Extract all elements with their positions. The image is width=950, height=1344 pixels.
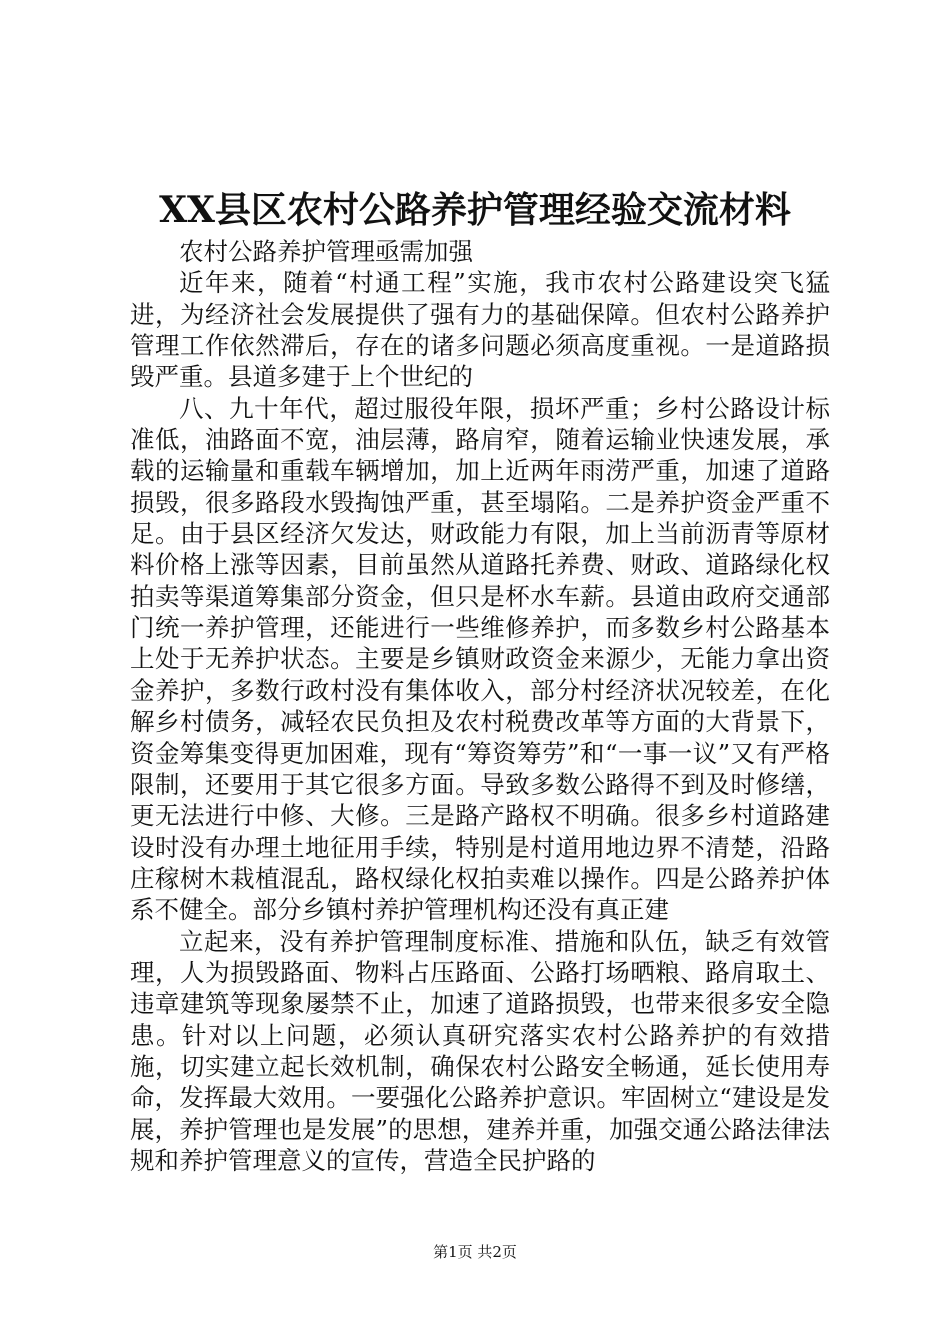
paragraph: 立起来，没有养护管理制度标准、措施和队伍，缺乏有效管理，人为损毁路面、物料占压路面、公路打场晒粮、路肩取土、违章建筑等现象屡禁不止，加速了道路损毁，也带来很多安全隐患。针对以上问题，必须认真研究落实农村公路养护的有效措施，切实建立起长效机制，确保农村公路安全畅通，延长使用寿命，发挥最大效用。一要强化公路养护意识。牢固树立“建设是发展，养护管理也是发展”的思想，建养并重，加强交通公路法律法规和养护管理意义的宣传，营造全民护路的 (130, 926, 830, 1175)
page-number-footer: 第1页 共2页 (433, 1243, 517, 1261)
paragraph: 近年来，随着“村通工程”实施，我市农村公路建设突飞猛进，为经济社会发展提供了强有力的基础保障。但农村公路养护管理工作依然滞后，存在的诸多问题必须高度重视。一是道路损毁严重。县道多建于上个世纪的 (130, 268, 830, 392)
document-body (130, 236, 830, 1176)
paragraph: 八、九十年代，超过服役年限，损坏严重；乡村公路设计标准低，油路面不宽，油层薄，路肩窄，随着运输业快速发展，承载的运输量和重载车辆增加，加上近两年雨涝严重，加速了道路损毁，很多路段水毁掏蚀严重，甚至塌陷。二是养护资金严重不足。由于县区经济欠发达，财政能力有限，加上当前沥青等原材料价格上涨等因素，目前虽然从道路托养费、财政、道路绿化权拍卖等渠道筹集部分资金，但只是杯水车薪。县道由政府交通部门统一养护管理，还能进行一些维修养护，而多数乡村公路基本上处于无养护状态。主要是乡镇财政资金来源少，无能力拿出资金养护，多数行政村没有集体收入，部分村经济状况较差，在化解乡村债务，减轻农民负担及农村税费改革等方面的大背景下，资金筹集变得更加困难，现有“筹资筹劳”和“一事一议”又有严格限制，还要用于其它很多方面。导致多数公路得不到及时修缮，更无法进行中修、大修。三是路产路权不明确。很多乡村道路建设时没有办理土地征用手续，特别是村道用地边界不清楚，沿路庄稼树木栽植混乱，路权绿化权拍卖难以操作。四是公路养护体系不健全。部分乡镇村养护管理机构还没有真正建 (130, 393, 830, 925)
document-title: XX县区农村公路养护管理经验交流材料 (159, 189, 791, 231)
paragraph: 农村公路养护管理亟需加强 (179, 237, 473, 266)
